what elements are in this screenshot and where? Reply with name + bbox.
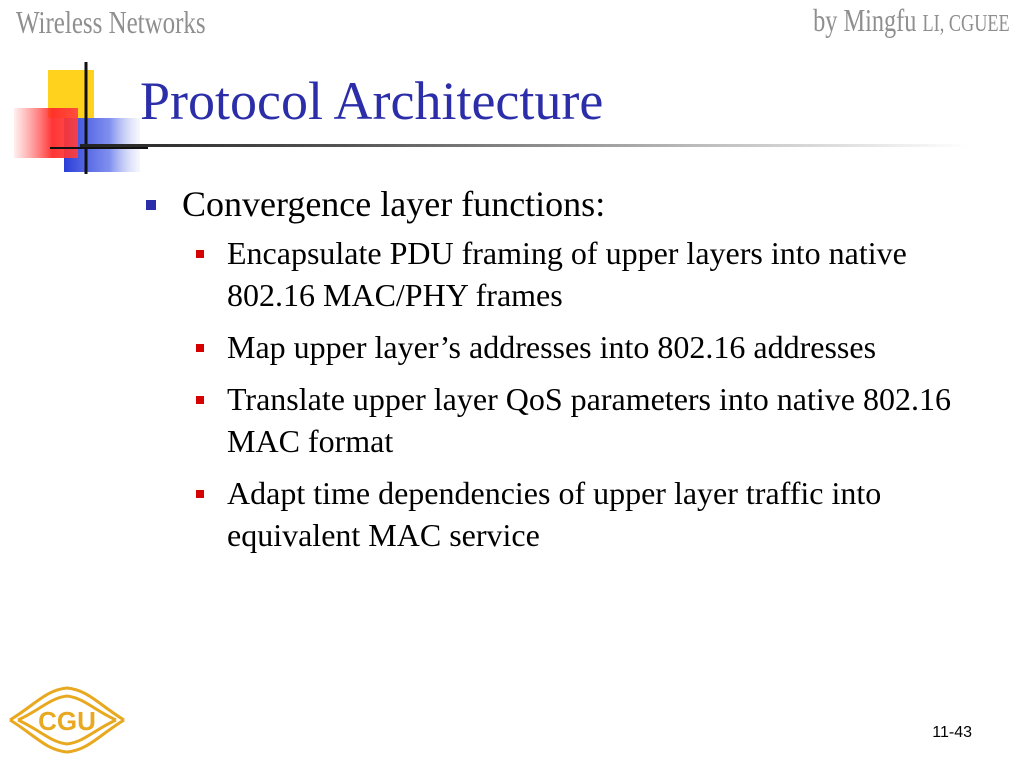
main-bullet-text: Convergence layer functions:	[182, 184, 606, 224]
sub-bullet-text: Encapsulate PDU framing of upper layers into native 802.16 MAC/PHY frames	[227, 235, 907, 313]
university-logo	[6, 680, 128, 760]
title-underline	[80, 144, 970, 147]
square-bullet-icon	[196, 250, 204, 258]
square-bullet-icon	[196, 344, 204, 352]
author-header	[813, 2, 1010, 39]
sub-bullet-item	[190, 326, 986, 368]
main-bullet-item	[146, 180, 986, 228]
sub-bullet-item	[190, 472, 986, 556]
page-number: 11-43	[932, 724, 972, 741]
sub-bullet-item	[190, 378, 986, 462]
course-title-header: Wireless Networks	[16, 4, 206, 40]
logo-text: CGU	[38, 706, 96, 736]
square-bullet-icon	[196, 490, 204, 498]
sub-bullet-text: Translate upper layer QoS parameters into native 802.16 MAC format	[227, 381, 951, 459]
sub-bullet-text: Map upper layer’s addresses into 802.16 addresses	[227, 329, 877, 365]
sub-bullet-text: Adapt time dependencies of upper layer traffic into equivalent MAC service	[227, 475, 882, 553]
author-prefix: by Mingfu	[813, 2, 923, 38]
sub-bullet-item	[190, 232, 986, 316]
slide-title: Protocol Architecture	[140, 71, 604, 131]
author-suffix: LI, CGUEE	[922, 11, 1010, 37]
sub-bullet-list	[146, 232, 986, 556]
title-decoration	[0, 60, 150, 180]
red-block	[14, 108, 78, 158]
square-bullet-icon	[146, 200, 156, 210]
slide-content	[146, 180, 986, 566]
square-bullet-icon	[196, 396, 204, 404]
